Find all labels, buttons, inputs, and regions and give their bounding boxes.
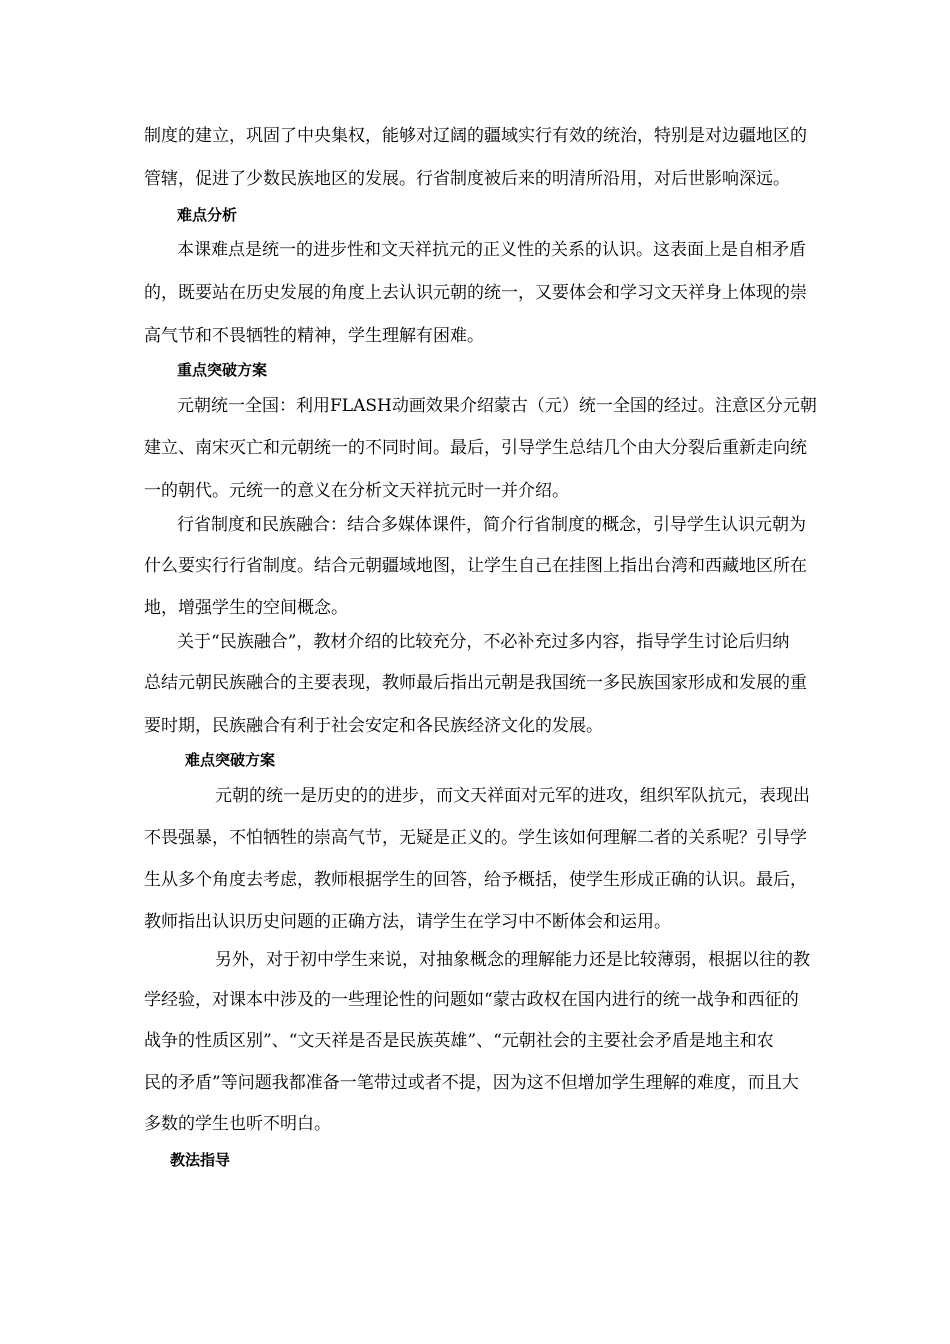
paragraph-line: 管辖，促进了少数民族地区的发展。行省制度被后来的明清所沿用，对后世影响深远。 (144, 169, 790, 189)
section-heading-teaching-guidance: 教法指导 (170, 1151, 231, 1169)
paragraph-line: 行省制度和民族融合：结合多媒体课件，简介行省制度的概念，引导学生认识元朝为 (177, 515, 806, 535)
paragraph-line: 关于“民族融合”，教材介绍的比较充分，不必补充过多内容，指导学生讨论后归纳 (177, 632, 790, 652)
paragraph-line: 地，增强学生的空间概念。 (144, 598, 348, 618)
paragraph-line: 的，既要站在历史发展的角度上去认识元朝的统一，又要体会和学习文天祥身上体现的崇 (144, 283, 807, 303)
section-heading-difficulty-analysis: 难点分析 (177, 206, 238, 224)
paragraph-line: 另外，对于初中学生来说，对抽象概念的理解能力还是比较薄弱，根据以往的教 (215, 950, 810, 970)
paragraph-line: 元朝的统一是历史的的进步，而文天祥面对元军的进攻，组织军队抗元，表现出 (215, 786, 810, 806)
paragraph-line: 学经验，对课本中涉及的一些理论性的问题如“蒙古政权在国内进行的统一战争和西征的 (144, 990, 799, 1010)
paragraph-line: 本课难点是统一的进步性和文天祥抗元的正义性的关系的认识。这表面上是自相矛盾 (177, 240, 806, 260)
paragraph-line: 教师指出认识历史问题的正确方法，请学生在学习中不断体会和运用。 (144, 912, 671, 932)
paragraph-line: 建立、南宋灭亡和元朝统一的不同时间。最后，引导学生总结几个由大分裂后重新走向统 (144, 438, 807, 458)
paragraph-line: 民的矛盾”等问题我都准备一笔带过或者不提，因为这不但增加学生理解的难度，而且大 (144, 1073, 799, 1093)
section-heading-key-points-plan: 重点突破方案 (177, 361, 268, 379)
paragraph-line: 什么要实行行省制度。结合元朝疆域地图，让学生自己在挂图上指出台湾和西藏地区所在 (144, 556, 807, 576)
paragraph-line: 高气节和不畏牺牲的精神，学生理解有困难。 (144, 326, 484, 346)
paragraph-line: 一的朝代。元统一的意义在分析文天祥抗元时一并介绍。 (144, 481, 569, 501)
paragraph-line: 总结元朝民族融合的主要表现，教师最后指出元朝是我国统一多民族国家形成和发展的重 (144, 673, 807, 693)
section-heading-difficulty-plan: 难点突破方案 (185, 751, 276, 769)
paragraph-line: 元朝统一全国：利用FLASH动画效果介绍蒙古（元）统一全国的经过。注意区分元朝 (177, 396, 817, 416)
paragraph-line: 战争的性质区别”、“文天祥是否是民族英雄”、“元朝社会的主要社会矛盾是地主和农 (144, 1031, 774, 1051)
paragraph-line: 不畏强暴，不怕牺牲的崇高气节，无疑是正义的。学生该如何理解二者的关系呢？引导学 (144, 828, 807, 848)
paragraph-line: 生从多个角度去考虑，教师根据学生的回答，给予概括，使学生形成正确的认识。最后， (144, 870, 807, 890)
paragraph-line: 多数的学生也听不明白。 (144, 1114, 331, 1134)
paragraph-line: 制度的建立，巩固了中央集权，能够对辽阔的疆域实行有效的统治，特别是对边疆地区的 (144, 126, 807, 146)
paragraph-line: 要时期，民族融合有利于社会安定和各民族经济文化的发展。 (144, 716, 603, 736)
